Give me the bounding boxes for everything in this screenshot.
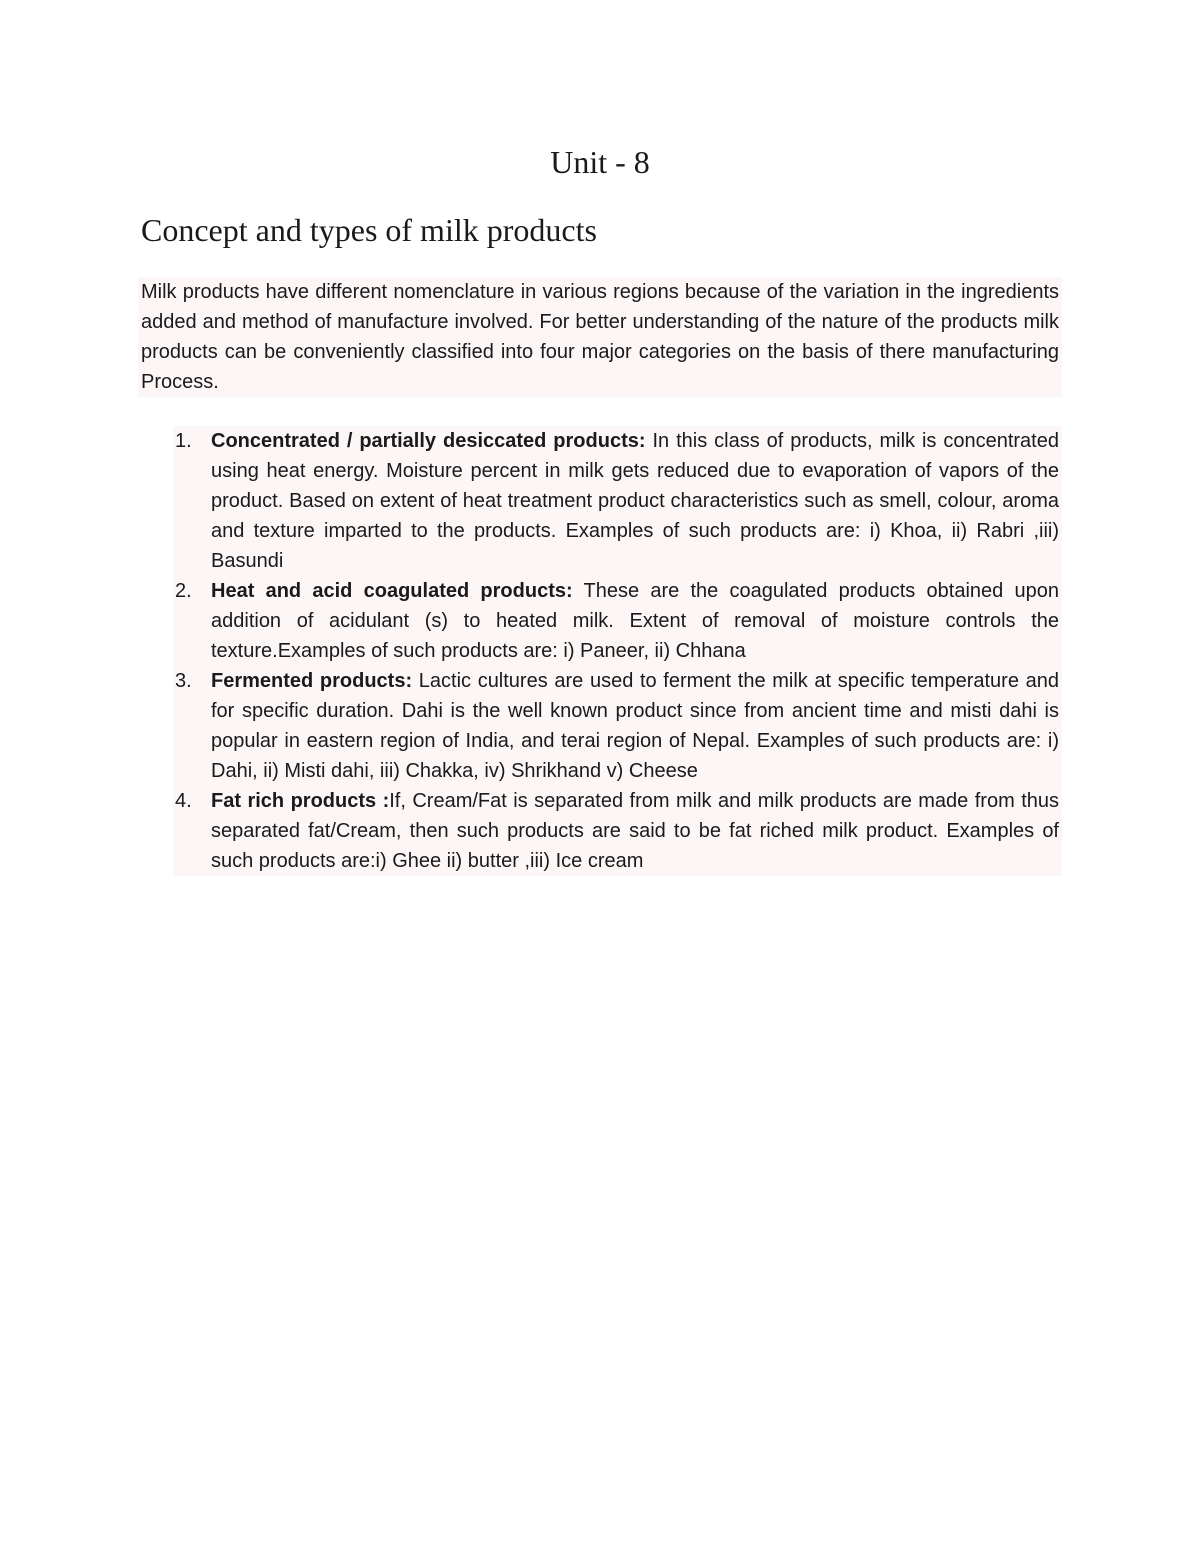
list-item-title: Fermented products: [211, 670, 413, 692]
list-item [175, 786, 1059, 876]
list-item [175, 426, 1059, 576]
product-category-list [173, 426, 1062, 876]
list-item-title: Fat rich products : [211, 790, 390, 812]
list-item-number: 2. [175, 580, 192, 602]
list-item [175, 666, 1059, 786]
list-item-title: Heat and acid coagulated products: [211, 580, 573, 602]
list-item-text: These are the coagulated products obtained upon addition of acidulant (s) to heated milk. Extent of removal of moisture controls the texture.Examples of such products are: i) Paneer, ii) Chhana [211, 580, 1059, 662]
list-item-number: 4. [175, 790, 192, 812]
list-item [175, 576, 1059, 666]
list-item-title: Concentrated / partially desiccated products: [211, 430, 646, 452]
section-heading: Concept and types of milk products [141, 212, 597, 248]
intro-paragraph: Milk products have different nomenclature in various regions because of the variation in the ingredients added and method of manufacture involved. For better understanding of the nature of the products milk products can be conveniently classified into four major categories on the basis of there manufacturing Process. [138, 277, 1062, 397]
list-item-number: 3. [175, 670, 192, 692]
list-item-number: 1. [175, 430, 192, 452]
unit-title: Unit - 8 [550, 144, 650, 180]
list-item-text: Lactic cultures are used to ferment the milk at specific temperature and for specific duration. Dahi is the well known product since from ancient time and misti dahi is popular in eastern region of India, and terai region of Nepal. Examples of such products are: i) Dahi, ii) Misti dahi, iii) Chakka, iv) Shrikhand v) Cheese [211, 670, 1059, 782]
list-item-text: In this class of products, milk is concentrated using heat energy. Moisture percent in milk gets reduced due to evaporation of vapors of the product. Based on extent of heat treatment product characteristics such as smell, colour, aroma and texture imparted to the products. Examples of such products are: i) Khoa, ii) Rabri ,iii) Basundi [211, 430, 1059, 572]
list-item-text: If, Cream/Fat is separated from milk and milk products are made from thus separated fat/Cream, then such products are said to be fat riched milk product. Examples of such products are:i) Ghee ii) butter ,iii) Ice cream [211, 790, 1059, 872]
